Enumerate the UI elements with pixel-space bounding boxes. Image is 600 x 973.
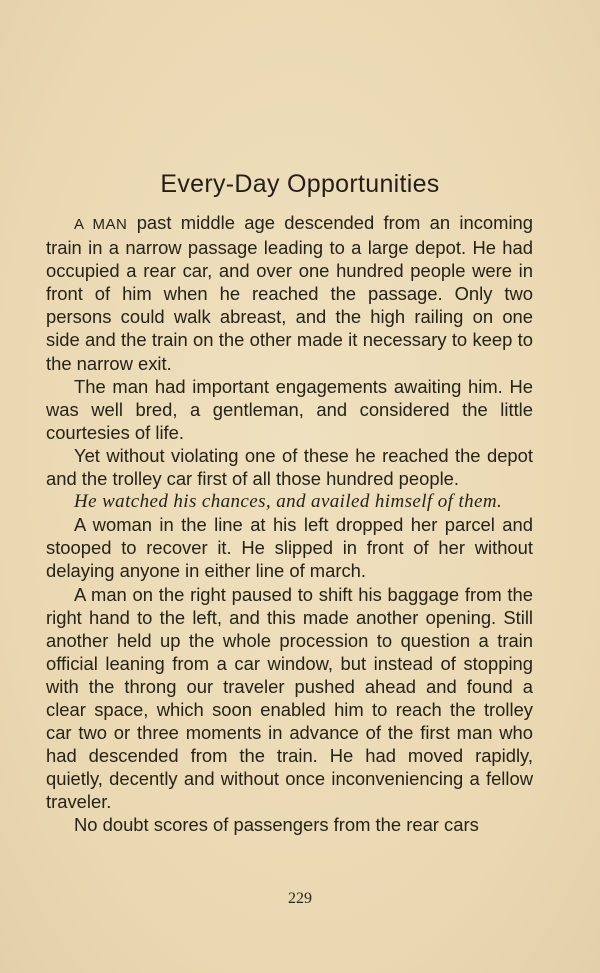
paragraph: The man had important engagements awaiting him. He was well bred, a gentleman, and considered the little courtesies of life. (46, 375, 533, 443)
page-number: 229 (288, 890, 312, 907)
paragraph: A woman in the line at his left dropped her parcel and stooped to recover it. He slipped in front of her without delaying anyone in either line of march. (46, 514, 533, 582)
italic-paragraph: He watched his chances, and availed himself of them. (74, 491, 503, 513)
paragraph: A man on the right paused to shift his baggage from the right hand to the left, and this made another opening. Still another held up the whole procession to question a train official leaning from a car window, but instead of stopping with the throng our traveler pushed ahead and found a clear space, which soon enabled him to reach the trolley car two or three moments in advance of the first man who had descended from the train. He had moved rapidly, quietly, decently and without once inconveniencing a fellow traveler. (46, 583, 533, 813)
paragraph: No doubt scores of passengers from the rear cars (74, 814, 479, 836)
paragraph-text: past middle age descended from an incoming train in a narrow passage leading to a large depot. He had occupied a rear car, and over one hundred people were in front of him when he reached the passage. Only two persons could walk abreast, and the high railing on one side and the train on the other made it necessary to keep to the narrow exit. (46, 212, 533, 374)
paragraph-lead: A MAN (74, 216, 128, 233)
body-text (46, 211, 533, 837)
paragraph: Yet without violating one of these he reached the depot and the trolley car first of all those hundred people. (46, 444, 533, 490)
page-title: Every-Day Opportunities (160, 170, 440, 198)
paragraph (46, 211, 533, 375)
